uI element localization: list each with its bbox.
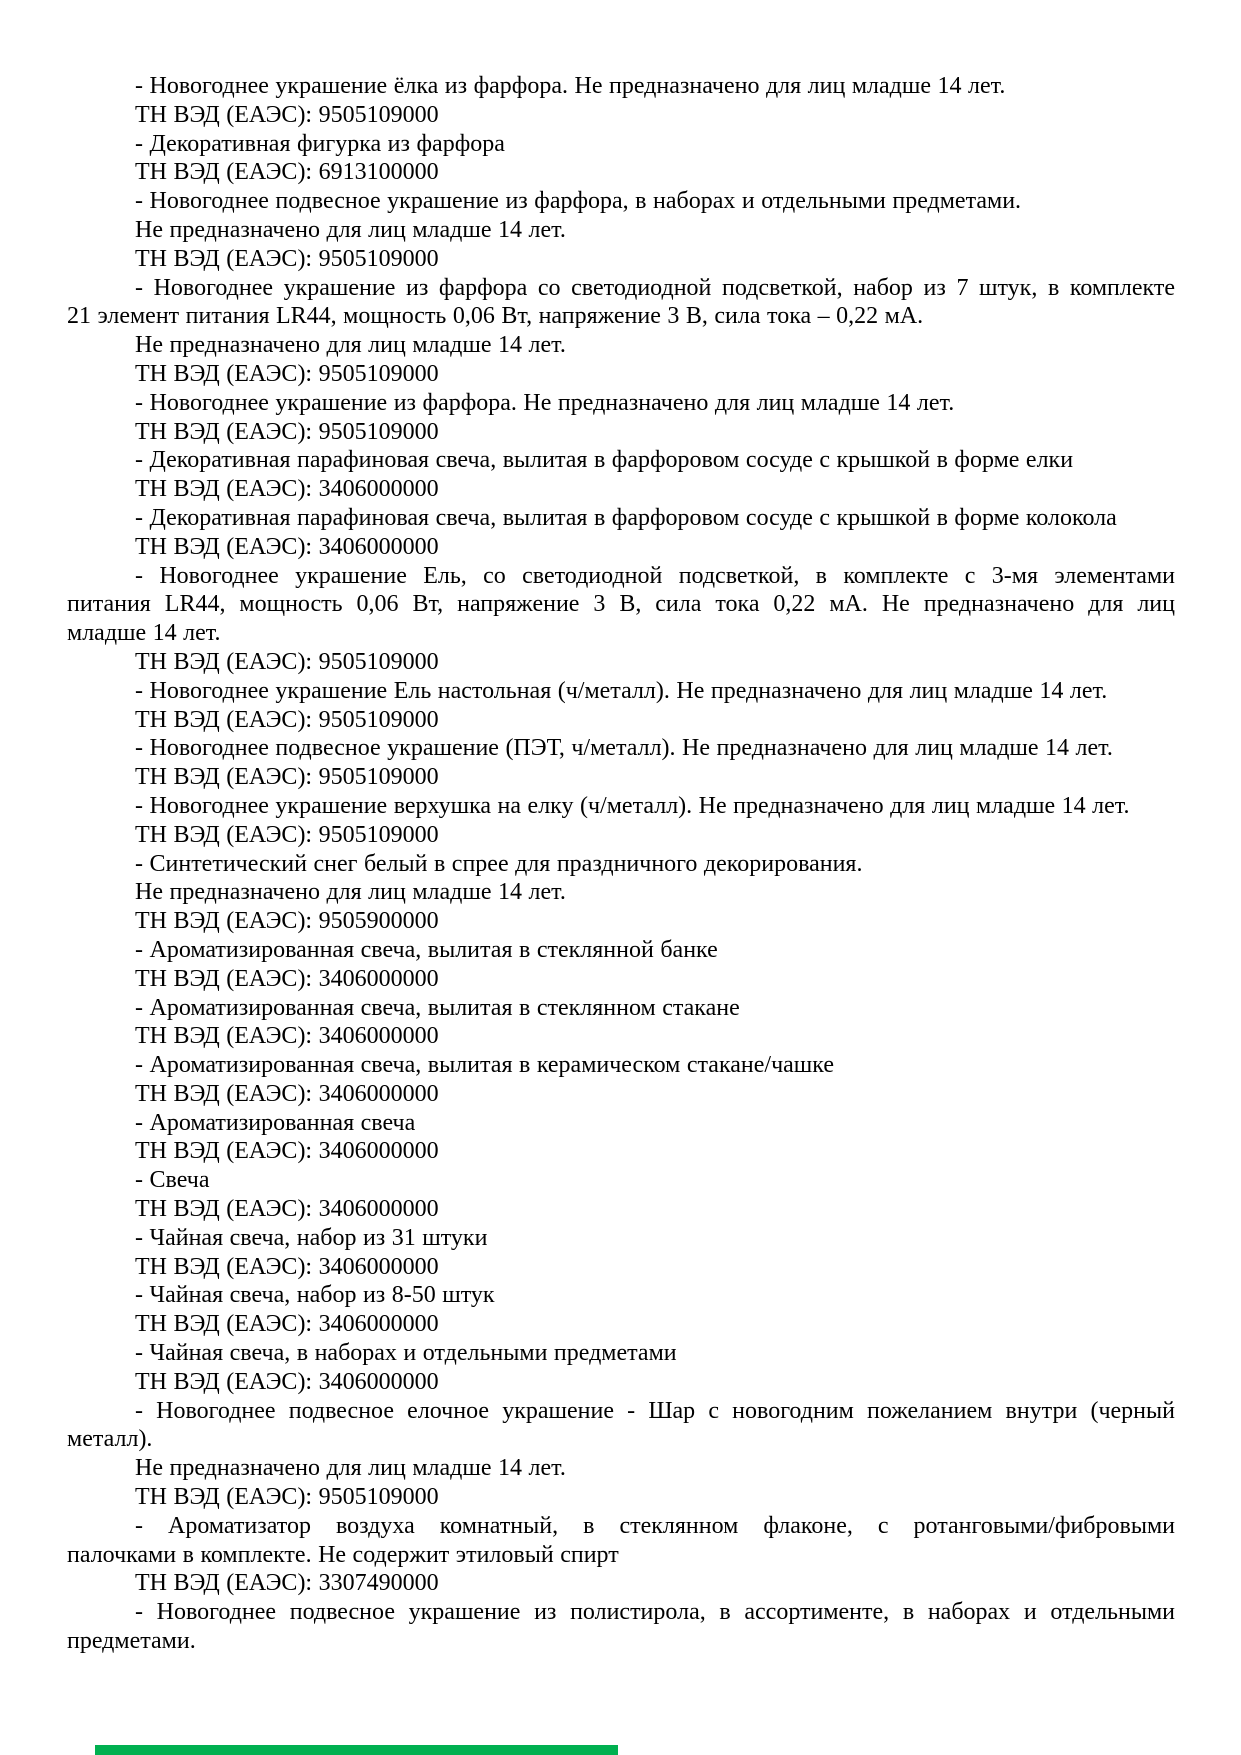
tnved-code-line: ТН ВЭД (ЕАЭС): 9505109000	[135, 360, 439, 387]
product-text-line: Не предназначено для лиц младше 14 лет.	[135, 332, 566, 359]
product-text-line: - Новогоднее украшение верхушка на елку (ч/металл). Не предназначено для лиц младше 14 лет.	[135, 792, 1130, 819]
tnved-code-line: ТН ВЭД (ЕАЭС): 9505109000	[135, 1484, 439, 1511]
product-text-line: - Чайная свеча, набор из 8-50 штук	[135, 1282, 495, 1309]
tnved-code-line: ТН ВЭД (ЕАЭС): 3406000000	[135, 1311, 439, 1338]
product-text-line: палочками в комплекте. Не содержит этиловый спирт	[67, 1541, 619, 1568]
product-text-line: 21 элемент питания LR44, мощность 0,06 Вт, напряжение 3 В, сила тока – 0,22 мА.	[67, 303, 924, 330]
product-text-line: предметами.	[67, 1628, 196, 1655]
product-text-line: - Новогоднее украшение из фарфора. Не предназначено для лиц младше 14 лет.	[135, 389, 955, 416]
product-text-line: - Новогоднее подвесное украшение из фарфора, в наборах и отдельными предметами.	[135, 188, 1022, 215]
product-text-line: Не предназначено для лиц младше 14 лет.	[135, 216, 566, 243]
tnved-code-line: ТН ВЭД (ЕАЭС): 3406000000	[135, 1138, 439, 1165]
product-text-line: - Новогоднее украшение из фарфора со светодиодной подсветкой, набор из 7 штук, в комплекте	[135, 274, 1175, 301]
tnved-code-line: ТН ВЭД (ЕАЭС): 9505109000	[135, 101, 439, 128]
product-text-line: - Чайная свеча, в наборах и отдельными предметами	[135, 1340, 677, 1367]
product-text-line: - Новогоднее подвесное украшение из полистирола, в ассортименте, в наборах и отдельными	[135, 1599, 1175, 1626]
product-text-line: - Декоративная фигурка из фарфора	[135, 130, 505, 157]
product-text-line: - Ароматизированная свеча, вылитая в стеклянной банке	[135, 936, 718, 963]
tnved-code-line: ТН ВЭД (ЕАЭС): 3406000000	[135, 1196, 439, 1223]
product-text-line: - Ароматизированная свеча	[135, 1109, 416, 1136]
product-text-line: Не предназначено для лиц младше 14 лет.	[135, 1455, 566, 1482]
product-text-line: - Чайная свеча, набор из 31 штуки	[135, 1224, 488, 1251]
tnved-code-line: ТН ВЭД (ЕАЭС): 6913100000	[135, 159, 439, 186]
product-text-line: - Новогоднее подвесное елочное украшение - Шар с новогодним пожеланием внутри (черный	[135, 1397, 1175, 1424]
product-text-line: - Новогоднее подвесное украшение (ПЭТ, ч/металл). Не предназначено для лиц младше 14 лет.	[135, 735, 1113, 762]
product-text-line: - Новогоднее украшение Ель настольная (ч/металл). Не предназначено для лиц младше 14 лет.	[135, 677, 1108, 704]
tnved-code-line: ТН ВЭД (ЕАЭС): 9505109000	[135, 706, 439, 733]
product-text-line: металл).	[67, 1426, 153, 1453]
tnved-code-line: ТН ВЭД (ЕАЭС): 9505109000	[135, 245, 439, 272]
tnved-code-line: ТН ВЭД (ЕАЭС): 9505900000	[135, 908, 439, 935]
product-text-line: - Ароматизатор воздуха комнатный, в стеклянном флаконе, с ротанговыми/фибровыми	[135, 1512, 1175, 1539]
tnved-code-line: ТН ВЭД (ЕАЭС): 9505109000	[135, 821, 439, 848]
tnved-code-line: ТН ВЭД (ЕАЭС): 3406000000	[135, 476, 439, 503]
tnved-code-line: ТН ВЭД (ЕАЭС): 9505109000	[135, 764, 439, 791]
tnved-code-line: ТН ВЭД (ЕАЭС): 3406000000	[135, 1253, 439, 1280]
product-text-line: - Ароматизированная свеча, вылитая в керамическом стакане/чашке	[135, 1052, 834, 1079]
product-text-line: Не предназначено для лиц младше 14 лет.	[135, 879, 566, 906]
product-text-line: - Декоративная парафиновая свеча, вылитая в фарфоровом сосуде с крышкой в форме елки	[135, 447, 1074, 474]
product-text-line: - Декоративная парафиновая свеча, вылитая в фарфоровом сосуде с крышкой в форме колокола	[135, 504, 1117, 531]
document-text-body	[67, 72, 1175, 1656]
tnved-code-line: ТН ВЭД (ЕАЭС): 3406000000	[135, 965, 439, 992]
tnved-code-line: ТН ВЭД (ЕАЭС): 9505109000	[135, 418, 439, 445]
tnved-code-line: ТН ВЭД (ЕАЭС): 3307490000	[135, 1570, 439, 1597]
tnved-code-line: ТН ВЭД (ЕАЭС): 3406000000	[135, 533, 439, 560]
tnved-code-line: ТН ВЭД (ЕАЭС): 3406000000	[135, 1023, 439, 1050]
product-text-line: - Ароматизированная свеча, вылитая в стеклянном стакане	[135, 994, 740, 1021]
product-text-line: - Свеча	[135, 1167, 210, 1194]
product-text-line: - Синтетический снег белый в спрее для праздничного декорирования.	[135, 850, 863, 877]
product-text-line: - Новогоднее украшение ёлка из фарфора. Не предназначено для лиц младше 14 лет.	[135, 73, 1006, 99]
tnved-code-line: ТН ВЭД (ЕАЭС): 3406000000	[135, 1080, 439, 1107]
product-text-line: младше 14 лет.	[67, 620, 221, 647]
tnved-code-line: ТН ВЭД (ЕАЭС): 3406000000	[135, 1368, 439, 1395]
product-text-line: питания LR44, мощность 0,06 Вт, напряжение 3 В, сила тока 0,22 мА. Не предназначено для лиц	[67, 591, 1175, 618]
tnved-code-line: ТН ВЭД (ЕАЭС): 9505109000	[135, 648, 439, 675]
highlighted-line-fragment	[95, 1745, 618, 1755]
product-text-line: - Новогоднее украшение Ель, со светодиодной подсветкой, в комплекте с 3-мя элементами	[135, 562, 1175, 589]
